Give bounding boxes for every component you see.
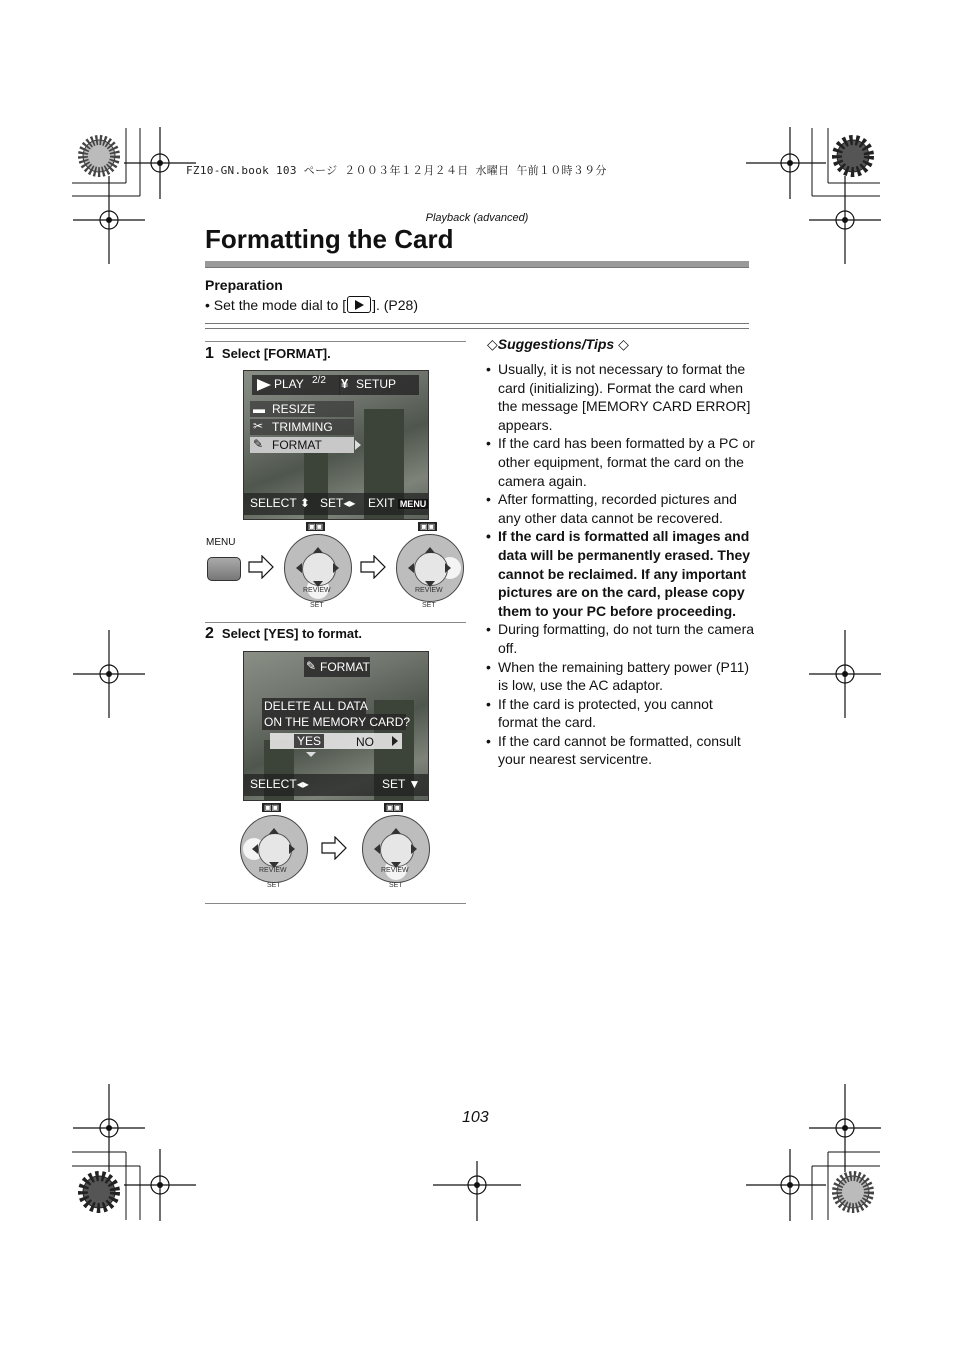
- step2-rule: [205, 622, 466, 623]
- menu-item-format-label: FORMAT: [272, 438, 322, 452]
- up-arrow-icon: [269, 828, 279, 834]
- set-hint-label: SET: [320, 496, 344, 510]
- tip-item: • During formatting, do not turn the camera off.: [486, 620, 756, 657]
- step2-lcd-screen: [243, 651, 429, 801]
- menu-item-resize-label: RESIZE: [272, 402, 316, 416]
- play-tab-icon: [257, 379, 271, 391]
- tips-heading-label: Suggestions/Tips: [497, 336, 615, 352]
- exit-hint-label: EXIT: [368, 496, 395, 510]
- step2-number: 2: [205, 625, 214, 642]
- question-line2: ON THE MEMORY CARD?: [264, 715, 411, 729]
- down-triangle-icon: ▼: [408, 777, 421, 791]
- left-arrow-icon: [374, 844, 380, 854]
- yes-option[interactable]: [294, 734, 324, 748]
- tip-item: • If the card has been formatted by a PC or other equipment, format the card on the camera again.: [486, 434, 756, 490]
- title-underline: [205, 261, 749, 268]
- dial-set-label-2: SET: [422, 602, 436, 609]
- dial-mode-icons-1: ▣▣: [308, 522, 324, 531]
- arrow-right-icon: [321, 836, 347, 860]
- yes-option-label: YES: [297, 734, 322, 748]
- tip-item: • If the card is protected, you cannot format the card.: [486, 695, 756, 732]
- set-hint: [320, 496, 355, 510]
- page-title: Formatting the Card: [205, 224, 454, 254]
- arrow-right-icon: [248, 555, 274, 579]
- leftright-icon: ◂▸: [296, 777, 309, 791]
- dial-set-label-3: SET: [267, 882, 281, 889]
- dial-review-label-3: REVIEW: [259, 867, 287, 874]
- dial-set-label-4: SET: [389, 882, 403, 889]
- diamond-icon: ◇: [487, 336, 498, 352]
- dial-mode-icons-4: ▣▣: [386, 803, 402, 812]
- set-hint-2-label: SET: [382, 777, 406, 791]
- tip-item-warning: • If the card is formatted all images and data will be permanently erased. They cannot be reclaimed. If any important pictures are on the card, please copy them to your PC before proceeding.: [486, 527, 756, 620]
- scissors-icon: ✂: [253, 419, 264, 433]
- section-label: Playback (advanced): [425, 212, 529, 224]
- right-arrow-icon: [445, 563, 451, 573]
- question-line1: DELETE ALL DATA: [264, 699, 368, 713]
- menu-item-trimming[interactable]: [250, 419, 354, 435]
- tip-item: • Usually, it is not necessary to format the card (initializing). Format the card when the message [MEMORY CARD ERROR] appears.: [486, 360, 756, 434]
- no-option[interactable]: NO: [356, 735, 374, 749]
- step2-heading: [205, 625, 362, 643]
- updown-icon: ⬍: [299, 496, 310, 510]
- setup-tab-icon: ¥: [341, 376, 349, 391]
- print-info: FZ10-GN.book 103 ページ ２００３年１２月２４日 水曜日 午前１０時３９分: [186, 164, 607, 177]
- left-column-bottom-rule: [205, 903, 466, 904]
- down-indicator-icon: [306, 752, 316, 757]
- menu-button-label: MENU: [206, 537, 236, 548]
- divider-top: [205, 323, 749, 324]
- dial-review-label-1: REVIEW: [303, 587, 331, 594]
- page-indicator: 2/2: [312, 375, 326, 386]
- dial-mode-icons-3: ▣▣: [264, 803, 280, 812]
- divider-top-2: [205, 328, 749, 329]
- dial-review-label-4: REVIEW: [381, 867, 409, 874]
- select-hint-2-label: SELECT: [250, 777, 297, 791]
- menu-item-trimming-label: TRIMMING: [272, 420, 333, 434]
- play-tab: PLAY: [274, 377, 304, 391]
- exit-hint: [368, 496, 428, 510]
- step1-heading: [205, 345, 331, 363]
- setup-tab: SETUP: [356, 377, 397, 391]
- tip-item: • If the card cannot be formatted, consult your nearest servicentre.: [486, 732, 756, 769]
- menu-item-resize[interactable]: [250, 401, 354, 417]
- right-arrow-icon: [333, 563, 339, 573]
- up-arrow-icon: [391, 828, 401, 834]
- set-hint-2: [382, 777, 420, 791]
- select-hint-label: SELECT: [250, 496, 297, 510]
- preparation-text-before: • Set the mode dial to [: [205, 297, 347, 313]
- option-arrow-icon: [392, 736, 398, 746]
- dial-review-label-2: REVIEW: [415, 587, 443, 594]
- tip-item: • After formatting, recorded pictures and any other data cannot be recovered.: [486, 490, 756, 527]
- up-arrow-icon: [425, 547, 435, 553]
- preparation-text-after: ]. (P28): [372, 297, 418, 313]
- menu-item-format[interactable]: [250, 437, 354, 453]
- submenu-arrow-icon: [355, 440, 361, 450]
- step2-label: Select [YES] to format.: [221, 626, 363, 641]
- tip-item: • When the remaining battery power (P11) is low, use the AC adaptor.: [486, 658, 756, 695]
- step1-label: Select [FORMAT].: [221, 346, 331, 361]
- tips-heading: [487, 336, 629, 353]
- arrow-right-icon: [360, 555, 386, 579]
- up-arrow-icon: [313, 547, 323, 553]
- step1-rule: [205, 341, 466, 342]
- format-header-icon: ✎: [306, 659, 317, 673]
- right-arrow-icon: [411, 844, 417, 854]
- tips-list: [486, 360, 756, 769]
- menu-badge: MENU: [399, 499, 427, 509]
- menu-button[interactable]: [207, 557, 241, 581]
- play-mode-icon: [347, 296, 371, 313]
- page-number: 103: [462, 1109, 489, 1126]
- resize-icon: ▬: [253, 402, 265, 416]
- leftright-icon: ◂▸: [343, 496, 356, 510]
- select-hint-2: [250, 777, 309, 791]
- format-icon: ✎: [253, 437, 264, 451]
- format-header: FORMAT: [320, 660, 370, 674]
- step1-number: 1: [205, 345, 214, 362]
- preparation-text: [205, 296, 418, 313]
- right-arrow-icon: [289, 844, 295, 854]
- preparation-heading: Preparation: [205, 277, 283, 293]
- step1-lcd-screen: [243, 370, 429, 520]
- left-arrow-icon: [408, 563, 414, 573]
- left-arrow-icon: [296, 563, 302, 573]
- left-arrow-icon: [252, 844, 258, 854]
- dial-set-label-1: SET: [310, 602, 324, 609]
- diamond-icon: ◇: [618, 336, 629, 352]
- select-hint: [250, 496, 310, 510]
- dial-mode-icons-2: ▣▣: [420, 522, 436, 531]
